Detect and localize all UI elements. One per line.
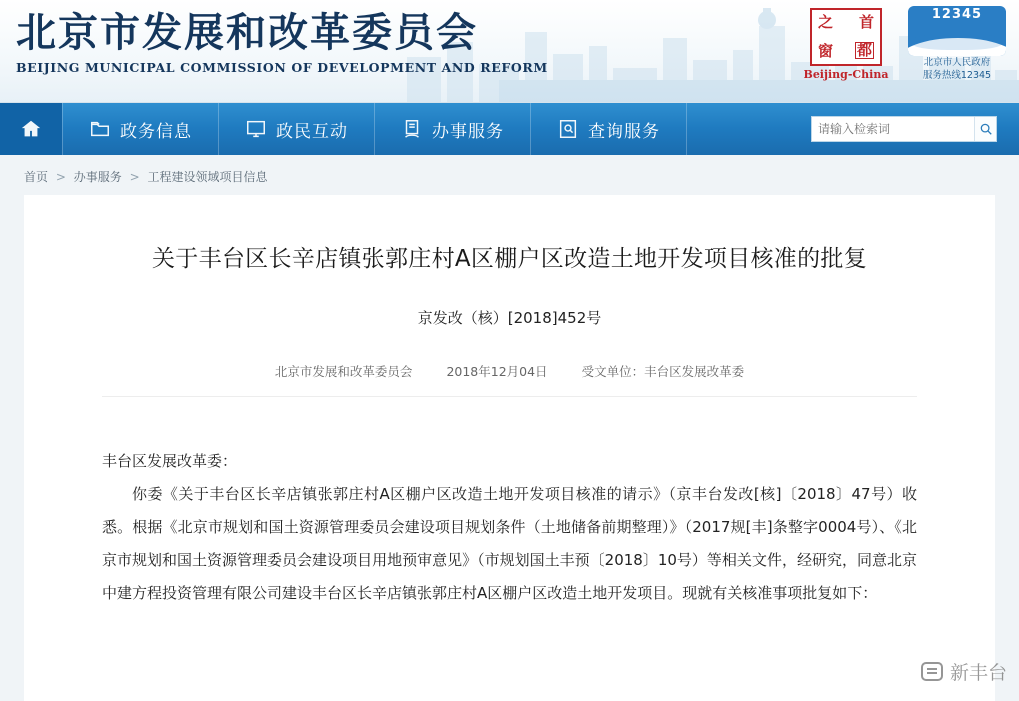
capital-window-seal	[800, 8, 892, 81]
breadcrumb-separator: >	[55, 170, 66, 184]
nav-item-label: 政民互动	[276, 121, 348, 142]
seal-char-top-right: 首	[858, 13, 874, 31]
breadcrumb-separator: >	[129, 170, 140, 184]
hand-document-icon	[401, 118, 423, 140]
breadcrumb	[0, 155, 1019, 197]
seal-box	[810, 8, 882, 66]
search-input[interactable]	[812, 117, 974, 141]
hotline-logo	[908, 6, 1006, 56]
search-box[interactable]	[811, 116, 997, 142]
document-date: 2018年12月04日	[446, 364, 548, 379]
nav-item-services[interactable]	[375, 103, 531, 155]
org-title	[16, 8, 548, 75]
org-name-cn: 北京市发展和改革委员会	[16, 9, 478, 56]
folder-icon	[89, 118, 111, 140]
seal-char-bottom-left: 窗	[818, 42, 834, 60]
document-number: 京发改（核）[2018]452号	[417, 309, 602, 327]
hotline-number: 12345	[931, 7, 983, 22]
document-paragraph-salutation: 丰台区发展改革委：	[102, 452, 238, 470]
document-body	[102, 445, 917, 610]
page-title: 关于丰台区长辛店镇张郭庄村A区棚户区改造土地开发项目核准的批复	[151, 246, 868, 272]
document-paragraph-1: 你委《关于丰台区长辛店镇张郭庄村A区棚户区改造土地开发项目核准的请示》（京丰台发改[核]〔2018〕47号）收悉。根据《北京市规划和国土资源管理委员会建设项目规划条件（土地储备前期整理）》（2017规[丰]条整字0004号）、《北京市规划和国土资源管理委员会建设项目用地预审意见》（市规划国土丰预〔2018〕10号）等相关文件，经研究，同意北京中建方程投资管理有限公司建设丰台区长辛店镇张郭庄村A区棚户区改造土地开发项目。现就有关核准事项批复如下：	[102, 485, 917, 602]
home-icon	[20, 118, 42, 140]
document-issuer: 北京市发展和改革委员会	[274, 364, 413, 379]
nav-item-label: 政务信息	[120, 121, 192, 142]
main-nav	[0, 103, 1019, 155]
seal-char-bottom-right: 都	[856, 41, 872, 59]
nav-home-button[interactable]	[0, 103, 62, 155]
site-header	[0, 0, 1019, 103]
document-recipient: 受文单位：丰台区发展改革委	[581, 364, 745, 379]
seal-char-top-left: 之	[818, 13, 834, 31]
nav-item-label: 办事服务	[432, 121, 504, 142]
nav-item-public-interaction[interactable]	[219, 103, 375, 155]
search-icon	[979, 122, 993, 136]
watermark-label: 新丰台	[949, 662, 1007, 684]
hotline-badge-group	[905, 6, 1009, 83]
document-search-icon	[557, 118, 579, 140]
seal-caption: Beijing-China	[803, 68, 889, 81]
nav-item-query[interactable]	[531, 103, 687, 155]
document-panel	[24, 195, 995, 701]
nav-item-government-info[interactable]	[62, 103, 219, 155]
hotline-swoosh-inner	[912, 34, 1002, 50]
hotline-caption	[905, 57, 1009, 83]
hotline-line-2: 服务热线12345	[922, 69, 992, 81]
breadcrumb-item-services[interactable]: 办事服务	[73, 170, 122, 184]
hotline-line-1: 北京市人民政府	[923, 57, 991, 68]
breadcrumb-item-home[interactable]: 首页	[24, 170, 49, 184]
document-meta	[102, 362, 917, 397]
nav-item-label: 查询服务	[588, 121, 660, 142]
content-area	[0, 155, 1019, 701]
nav-items	[62, 103, 687, 155]
search-button[interactable]	[974, 117, 996, 141]
breadcrumb-item-current[interactable]: 工程建设领域项目信息	[147, 170, 268, 184]
org-name-en: BEIJING MUNICIPAL COMMISSION OF DEVELOPMENT AND REFORM	[16, 60, 548, 75]
monitor-icon	[245, 118, 267, 140]
